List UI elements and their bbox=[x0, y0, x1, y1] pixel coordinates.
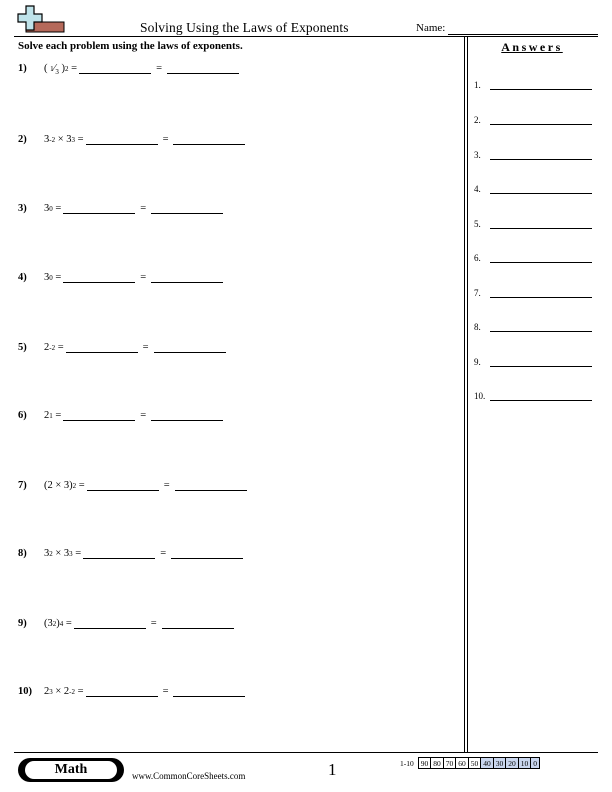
problem-number: 3) bbox=[18, 203, 27, 214]
problem-5 bbox=[18, 341, 228, 353]
problem-number: 1) bbox=[18, 63, 27, 74]
problem-4 bbox=[18, 271, 225, 283]
expression-text: ( bbox=[44, 63, 51, 74]
answer-blank[interactable] bbox=[162, 617, 234, 629]
exponent: -2 bbox=[49, 344, 56, 352]
answer-number: 4. bbox=[474, 184, 481, 194]
equals-sign: = bbox=[140, 203, 147, 214]
score-cell: 30 bbox=[493, 758, 506, 769]
equals-sign: = bbox=[163, 480, 170, 491]
expression-text: = bbox=[52, 203, 62, 214]
problem-9 bbox=[18, 617, 236, 629]
exponent: 3 bbox=[69, 550, 73, 558]
answers-title: Answers bbox=[501, 40, 563, 54]
answer-line[interactable] bbox=[490, 193, 592, 194]
expression-text: (3 bbox=[44, 618, 53, 629]
expression-text: = bbox=[75, 134, 84, 145]
problem-expression bbox=[44, 134, 84, 145]
problem-1 bbox=[18, 62, 241, 74]
instructions: Solve each problem using the laws of exponents. bbox=[18, 40, 243, 52]
score-cell: 70 bbox=[443, 758, 456, 769]
exponent: 2 bbox=[49, 550, 53, 558]
math-logo-icon bbox=[16, 4, 68, 36]
math-badge-label: Math bbox=[25, 761, 117, 779]
answer-number: 7. bbox=[474, 288, 481, 298]
work-blank[interactable] bbox=[74, 617, 146, 629]
exponent: 3 bbox=[71, 136, 76, 144]
equals-sign: = bbox=[142, 342, 149, 353]
problem-number: 2) bbox=[18, 134, 27, 145]
problem-2 bbox=[18, 133, 247, 145]
name-label: Name: bbox=[416, 22, 446, 34]
answer-number: 10. bbox=[474, 391, 486, 401]
answer-blank[interactable] bbox=[151, 271, 223, 283]
work-blank[interactable] bbox=[87, 479, 159, 491]
expression-text: 3 bbox=[44, 134, 50, 145]
answer-blank[interactable] bbox=[171, 547, 243, 559]
exponent: -2 bbox=[69, 688, 76, 696]
problem-expression bbox=[44, 342, 64, 353]
answer-line[interactable] bbox=[490, 400, 592, 401]
work-blank[interactable] bbox=[86, 685, 158, 697]
problem-number: 8) bbox=[18, 548, 27, 559]
problem-8 bbox=[18, 547, 245, 559]
answer-blank[interactable] bbox=[173, 133, 245, 145]
answer-blank[interactable] bbox=[151, 409, 223, 421]
answer-line[interactable] bbox=[490, 89, 592, 90]
exponent: 1 bbox=[50, 65, 54, 73]
expression-text: = bbox=[72, 548, 82, 559]
work-blank[interactable] bbox=[63, 202, 135, 214]
expression-text: = bbox=[76, 480, 85, 491]
column-divider-left bbox=[464, 36, 465, 752]
answer-blank[interactable] bbox=[167, 62, 239, 74]
problem-expression bbox=[44, 410, 61, 421]
expression-text: (2 × 3) bbox=[44, 480, 73, 491]
denominator: 3 bbox=[55, 68, 59, 76]
problem-expression bbox=[44, 203, 61, 214]
answer-number: 1. bbox=[474, 80, 481, 90]
exponent: 3 bbox=[49, 688, 53, 696]
website-link[interactable]: www.CommonCoreSheets.com bbox=[132, 771, 246, 781]
score-cell: 50 bbox=[468, 758, 481, 769]
expression-text: = bbox=[68, 63, 78, 74]
expression-text: × 3 bbox=[55, 134, 72, 145]
problem-expression bbox=[44, 686, 84, 697]
exponent: 0 bbox=[49, 205, 53, 213]
expression-text: ) bbox=[58, 63, 66, 74]
expression-text: ⁄ bbox=[53, 63, 56, 74]
problem-expression bbox=[44, 548, 81, 559]
work-blank[interactable] bbox=[79, 62, 151, 74]
score-range-label: 1-10 bbox=[400, 758, 414, 768]
answer-line[interactable] bbox=[490, 297, 592, 298]
worksheet-title: Solving Using the Laws of Exponents bbox=[140, 20, 349, 35]
answer-line[interactable] bbox=[490, 366, 592, 367]
problem-6 bbox=[18, 409, 225, 421]
problem-expression bbox=[44, 63, 77, 74]
answer-number: 2. bbox=[474, 115, 481, 125]
score-cell: 40 bbox=[481, 758, 494, 769]
exponent: -2 bbox=[49, 136, 56, 144]
expression-text: ) bbox=[56, 618, 60, 629]
exponent: 2 bbox=[52, 620, 57, 628]
problem-number: 4) bbox=[18, 272, 27, 283]
exponent: 0 bbox=[49, 274, 53, 282]
problem-expression bbox=[44, 618, 72, 629]
exponent: 4 bbox=[59, 620, 64, 628]
problem-expression bbox=[44, 272, 61, 283]
expression-text: 2 bbox=[44, 410, 50, 421]
exponent: 2 bbox=[65, 65, 69, 73]
answer-number: 5. bbox=[474, 219, 481, 229]
answer-blank[interactable] bbox=[154, 341, 226, 353]
problem-3 bbox=[18, 202, 225, 214]
equals-sign: = bbox=[160, 548, 167, 559]
answer-number: 6. bbox=[474, 253, 481, 263]
work-blank[interactable] bbox=[66, 341, 138, 353]
work-blank[interactable] bbox=[63, 271, 135, 283]
problem-number: 6) bbox=[18, 410, 27, 421]
expression-text: × 2 bbox=[52, 686, 70, 697]
name-input-line[interactable] bbox=[448, 34, 598, 35]
equals-sign: = bbox=[140, 410, 147, 421]
math-badge bbox=[18, 758, 124, 782]
problem-number: 5) bbox=[18, 342, 27, 353]
expression-text: 3 bbox=[44, 272, 50, 283]
answer-line[interactable] bbox=[490, 331, 592, 332]
work-blank[interactable] bbox=[86, 133, 158, 145]
page-number: 1 bbox=[328, 760, 337, 779]
problem-7 bbox=[18, 479, 249, 491]
problem-number: 7) bbox=[18, 480, 27, 491]
score-cell: 80 bbox=[431, 758, 444, 769]
expression-text: 2 bbox=[44, 342, 50, 353]
answer-line[interactable] bbox=[490, 124, 592, 125]
answer-line[interactable] bbox=[490, 159, 592, 160]
equals-sign: = bbox=[140, 272, 147, 283]
equals-sign: = bbox=[150, 618, 157, 629]
expression-text: = bbox=[63, 618, 72, 629]
work-blank[interactable] bbox=[63, 409, 135, 421]
equals-sign: = bbox=[162, 134, 169, 145]
score-cell: 0 bbox=[531, 758, 540, 769]
problem-expression bbox=[44, 480, 85, 491]
equals-sign: = bbox=[156, 63, 162, 74]
problem-10 bbox=[18, 685, 247, 697]
score-cell: 10 bbox=[518, 758, 531, 769]
column-divider-right bbox=[467, 36, 468, 752]
expression-text: = bbox=[75, 686, 84, 697]
score-table bbox=[398, 757, 540, 769]
answer-line[interactable] bbox=[490, 228, 592, 229]
header-divider bbox=[14, 36, 598, 37]
expression-text: = bbox=[52, 410, 62, 421]
expression-text: 3 bbox=[44, 203, 50, 214]
equals-sign: = bbox=[162, 686, 169, 697]
score-cell: 20 bbox=[506, 758, 519, 769]
expression-text: = bbox=[52, 272, 62, 283]
answer-blank[interactable] bbox=[175, 479, 247, 491]
problem-number: 10) bbox=[18, 686, 32, 697]
answer-blank[interactable] bbox=[173, 685, 245, 697]
answer-line[interactable] bbox=[490, 262, 592, 263]
answer-number: 9. bbox=[474, 357, 481, 367]
expression-text: 3 bbox=[44, 548, 50, 559]
answer-number: 3. bbox=[474, 150, 481, 160]
expression-text: = bbox=[55, 342, 64, 353]
exponent: 2 bbox=[72, 482, 77, 490]
expression-text: 2 bbox=[44, 686, 50, 697]
score-cell: 60 bbox=[456, 758, 469, 769]
exponent: 1 bbox=[49, 412, 53, 420]
problem-number: 9) bbox=[18, 618, 27, 629]
work-blank[interactable] bbox=[83, 547, 155, 559]
footer-divider bbox=[14, 752, 598, 753]
answer-number: 8. bbox=[474, 322, 481, 332]
answer-blank[interactable] bbox=[151, 202, 223, 214]
expression-text: × 3 bbox=[52, 548, 70, 559]
score-cell: 90 bbox=[418, 758, 431, 769]
